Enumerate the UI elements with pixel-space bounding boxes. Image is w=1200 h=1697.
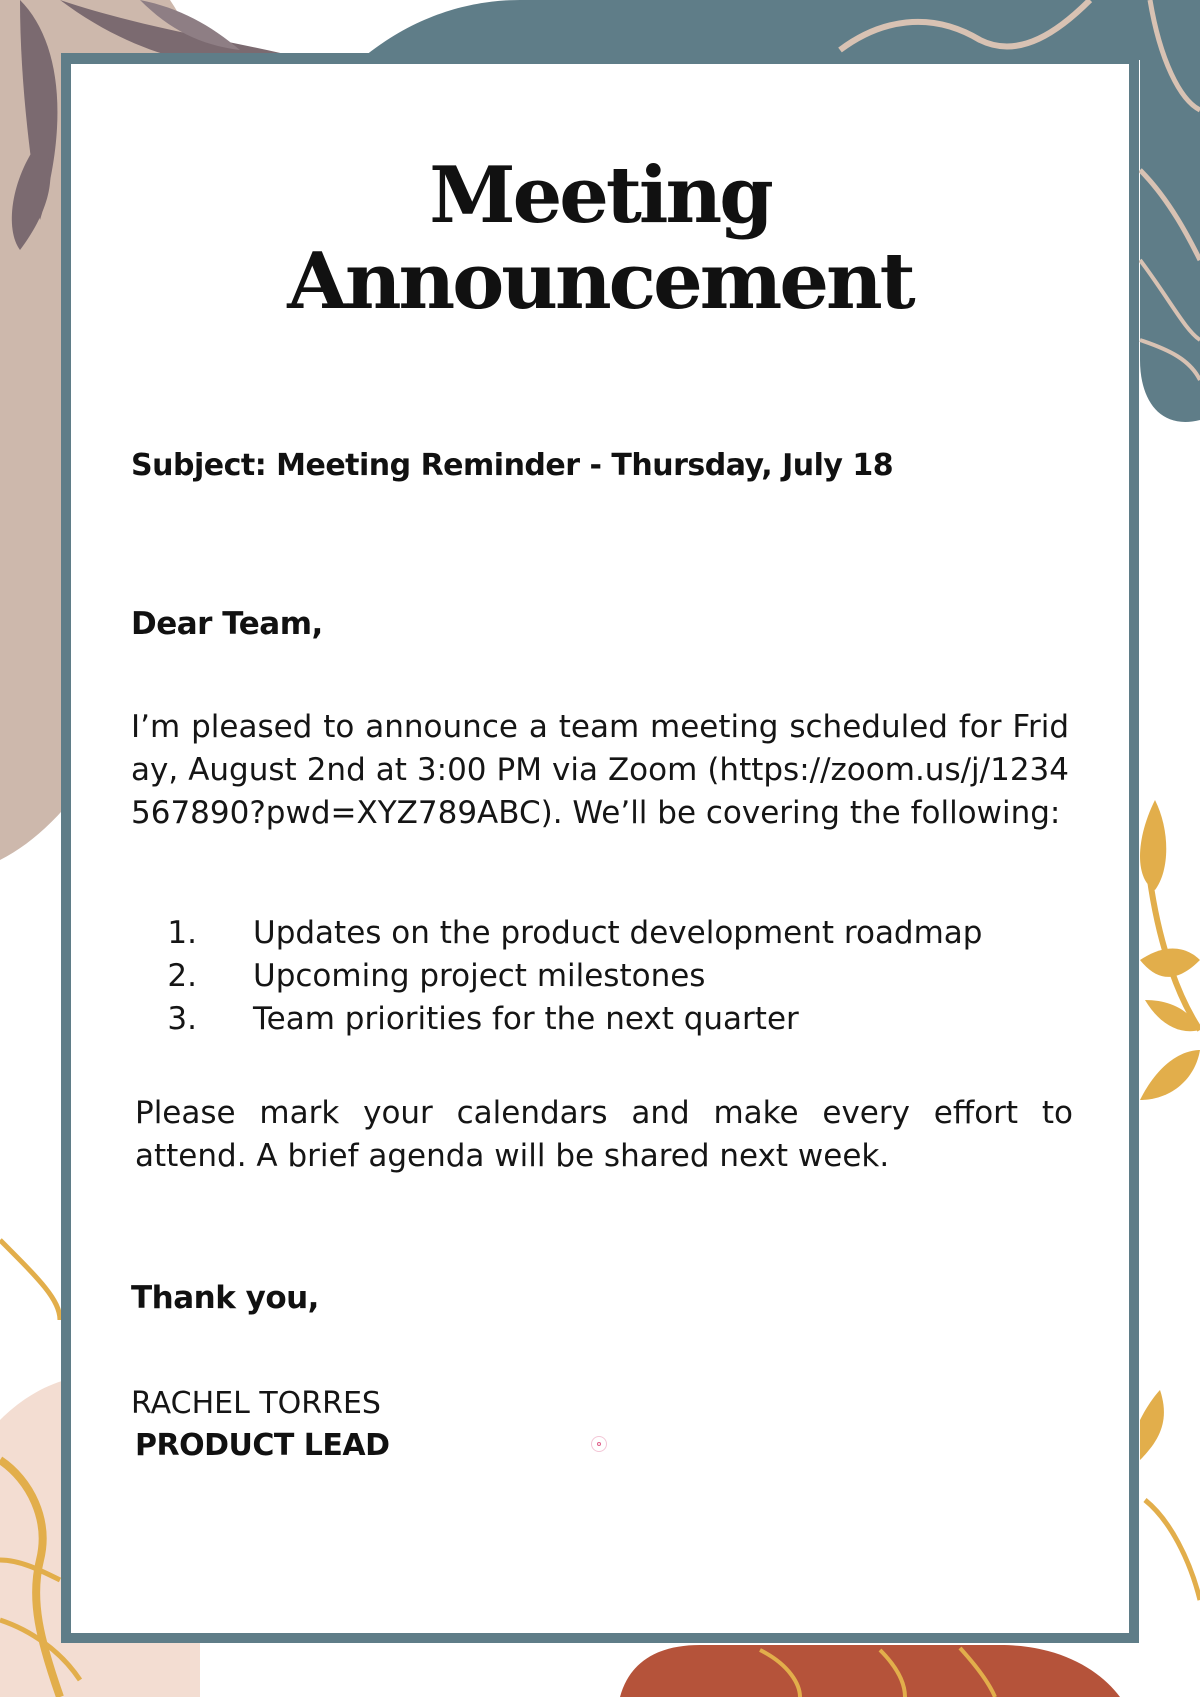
agenda-item [131,955,1071,998]
closing: Thank you, [131,1280,319,1316]
cursor-dot-icon [591,1436,607,1452]
agenda-text: Team priorities for the next quarter [253,1001,799,1037]
agenda-text: Upcoming project milestones [253,958,706,994]
signature-name: RACHEL TORRES [131,1386,381,1421]
agenda-number: 1. [167,915,197,951]
agenda-item [131,912,1071,955]
intro-paragraph: I’m pleased to announce a team meeting scheduled for Friday, August 2nd at 3:00 PM via Zoom (https://zoom.us/j/1234567890?pwd=XYZ789ABC). We’ll be covering the following: [131,709,1069,831]
signature-title: PRODUCT LEAD [135,1428,390,1463]
title-line-1: Meeting [429,150,771,241]
agenda-list [131,912,1071,1041]
agenda-number: 2. [167,958,197,994]
agenda-text: Updates on the product development roadmap [253,915,983,951]
greeting: Dear Team, [131,606,323,642]
subject-line: Subject: Meeting Reminder - Thursday, July 18 [131,448,894,483]
agenda-item [131,998,1071,1041]
agenda-number: 3. [167,1001,197,1037]
title-line-2: Announcement [287,236,913,327]
closing-paragraph: Please mark your calendars and make every effort to attend. A brief agenda will be shared next week. [135,1095,1073,1174]
